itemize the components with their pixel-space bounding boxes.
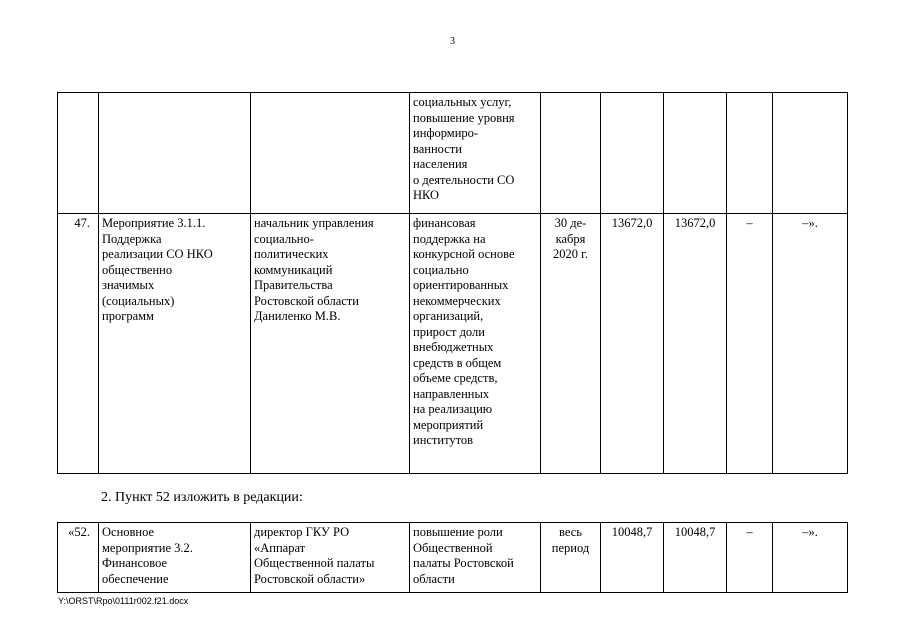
table-row-47 [58,214,848,474]
amount-2: 13672,0 [664,214,727,474]
responsible-person: начальник управления социально- политических коммуникаций Правительства Ростовской области Даниленко М.В. [251,214,410,474]
dash-cell: – [727,523,773,593]
cell-amount-1 [601,93,664,214]
continuation-row [58,93,848,214]
cell-end [773,93,848,214]
deadline: весь период [541,523,601,593]
cell-dash [727,93,773,214]
amendment-paragraph: 2. Пункт 52 изложить в редакции: [101,490,303,505]
cell-responsible [251,93,410,214]
amount-2: 10048,7 [664,523,727,593]
amount-1: 13672,0 [601,214,664,474]
cell-number [58,93,99,214]
cell-date [541,93,601,214]
expected-result: финансовая поддержка на конкурсной основе социально ориентированных некоммерческих организаций, прирост доли внебюджетных средств в общем объеме средств, направленных на реализацию мероприятий институтов [410,214,541,474]
row-number: 47. [58,214,99,474]
expected-result: повышение роли Общественной палаты Ростовской области [410,523,541,593]
deadline: 30 де- кабря 2020 г. [541,214,601,474]
cell-amount-2 [664,93,727,214]
closing-quote-cell: –». [773,214,848,474]
amount-1: 10048,7 [601,523,664,593]
table-row-52 [58,523,848,593]
item-52-table [57,522,848,593]
cell-result: социальных услуг, повышение уровня информиро- ванности населения о деятельности СО НКО [410,93,541,214]
cell-name [99,93,251,214]
responsible-person: директор ГКУ РО «Аппарат Общественной палаты Ростовской области» [251,523,410,593]
dash-cell: – [727,214,773,474]
activity-name: Мероприятие 3.1.1. Поддержка реализации СО НКО общественно значимых (социальных) программ [99,214,251,474]
row-number: «52. [58,523,99,593]
page-number: 3 [450,36,455,47]
activity-name: Основное мероприятие 3.2. Финансовое обеспечение [99,523,251,593]
plan-table [57,92,848,474]
file-path-footer: Y:\ORST\Rpo\0111r002.f21.docx [58,596,189,606]
closing-quote-cell: –». [773,523,848,593]
